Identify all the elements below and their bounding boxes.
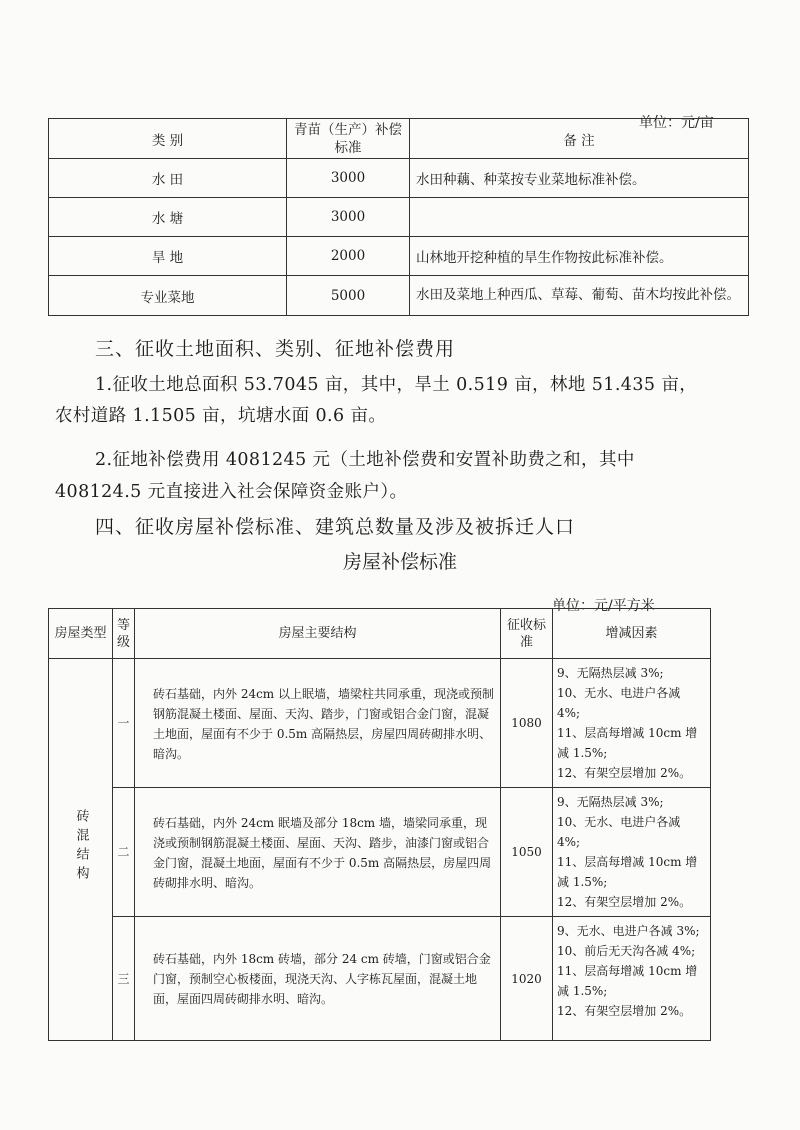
standard-cell: 3000 (287, 198, 410, 237)
paragraph-line: 1.征收土地总面积 53.7045 亩，其中，旱土 0.519 亩，林地 51.435 亩， (95, 375, 698, 395)
category-cell: 水 塘 (49, 198, 287, 237)
table-row (49, 917, 711, 1041)
factor-item: 12、有架空层增加 2%。 (557, 895, 692, 909)
table-row (49, 198, 749, 237)
unit-label-crop: 单位：元/亩 (639, 115, 714, 131)
standard-cell: 2000 (287, 237, 410, 276)
category-cell: 水 田 (49, 159, 287, 198)
header-category: 类 别 (49, 119, 287, 159)
category-cell: 旱 地 (49, 237, 287, 276)
header-type: 房屋类型 (49, 609, 113, 659)
grade-cell: 二 (113, 788, 135, 917)
factor-item: 9、无水、电进户各减 3%; (557, 924, 700, 938)
factor-item: 10、前后无天沟各减 4%; (557, 944, 696, 958)
factors-cell (553, 788, 711, 917)
house-table-title: 房屋补偿标准 (342, 551, 457, 573)
section-heading-4: 四、征收房屋补偿标准、建筑总数量及涉及被拆迁人口 (95, 516, 576, 538)
factor-item: 10、无水、电进户各减 4%; (557, 686, 681, 720)
factors-cell (553, 917, 711, 1041)
header-structure: 房屋主要结构 (135, 609, 501, 659)
factor-item: 12、有架空层增加 2%。 (557, 766, 692, 780)
note-cell: 山林地开挖种植的旱生作物按此标准补偿。 (410, 237, 749, 276)
factor-item: 11、层高每增减 10cm 增减 1.5%; (557, 726, 698, 760)
standard-cell: 1020 (501, 917, 553, 1041)
factor-item: 11、层高每增减 10cm 增减 1.5%; (557, 855, 698, 889)
structure-cell: 砖石基础，内外 24cm 眠墙及部分 18cm 墙，墙梁同承重，现浇或预制钢筋混凝土楼面、屋面、天沟、踏步，油漆门窗或铝合金门窗，混凝土地面，屋面有不少于 0.5m 高隔热层，房屋四周砖砌排水明、暗沟。 (135, 788, 501, 917)
section-heading-3: 三、征收土地面积、类别、征地补偿费用 (95, 338, 456, 360)
factor-item: 9、无隔热层减 3%; (557, 795, 664, 809)
table-row (49, 237, 749, 276)
factors-cell (553, 659, 711, 788)
factor-item: 10、无水、电进户各减 4%; (557, 815, 681, 849)
paragraph-line: 农村道路 1.1505 亩，坑塘水面 0.6 亩。 (55, 406, 387, 426)
header-grade: 等级 (113, 609, 135, 659)
table-header-row (49, 119, 749, 159)
table-row (49, 659, 711, 788)
unit-label-house: 单位：元/平方米 (552, 598, 655, 614)
header-standard: 征收标准 (501, 609, 553, 659)
header-factors: 增减因素 (553, 609, 711, 659)
table-row (49, 159, 749, 198)
header-standard: 青苗（生产）补偿标准 (287, 119, 410, 159)
type-label: 砖混结构 (73, 808, 89, 885)
house-compensation-table (48, 608, 711, 1041)
note-cell (410, 198, 749, 237)
type-cell (49, 659, 113, 1041)
paragraph-line: 408124.5 元直接进入社会保障资金账户）。 (55, 482, 408, 502)
grade-cell: 一 (113, 659, 135, 788)
paragraph-line: 2.征地补偿费用 4081245 元（土地补偿费和安置补助费之和，其中 (95, 450, 635, 470)
structure-cell: 砖石基础，内外 18cm 砖墙，部分 24 cm 砖墙，门窗或铝合金门窗，预制空心板楼面，现浇天沟、人字栋瓦屋面，混凝土地面，屋面四周砖砌排水明、暗沟。 (135, 917, 501, 1041)
table-row (49, 788, 711, 917)
note-cell: 水田种藕、种菜按专业菜地标准补偿。 (410, 159, 749, 198)
standard-cell: 1080 (501, 659, 553, 788)
standard-cell: 1050 (501, 788, 553, 917)
standard-cell: 5000 (287, 276, 410, 316)
structure-cell: 砖石基础，内外 24cm 以上眠墙，墙梁柱共同承重，现浇或预制钢筋混凝土楼面、屋面、天沟、踏步，门窗或铝合金门窗，混凝土地面，屋面有不少于 0.5m 高隔热层，房屋四周砖砌排水明、暗沟。 (135, 659, 501, 788)
header-note: 备 注 (410, 119, 749, 159)
table-row (49, 276, 749, 316)
crop-compensation-table (48, 118, 749, 316)
note-cell: 水田及菜地上种西瓜、草莓、葡萄、苗木均按此补偿。 (410, 276, 749, 316)
table-header-row (49, 609, 711, 659)
grade-cell: 三 (113, 917, 135, 1041)
standard-cell: 3000 (287, 159, 410, 198)
factor-item: 9、无隔热层减 3%; (557, 666, 664, 680)
category-cell: 专业菜地 (49, 276, 287, 316)
factor-item: 12、有架空层增加 2%。 (557, 1004, 692, 1018)
factor-item: 11、层高每增减 10cm 增减 1.5%; (557, 964, 698, 998)
